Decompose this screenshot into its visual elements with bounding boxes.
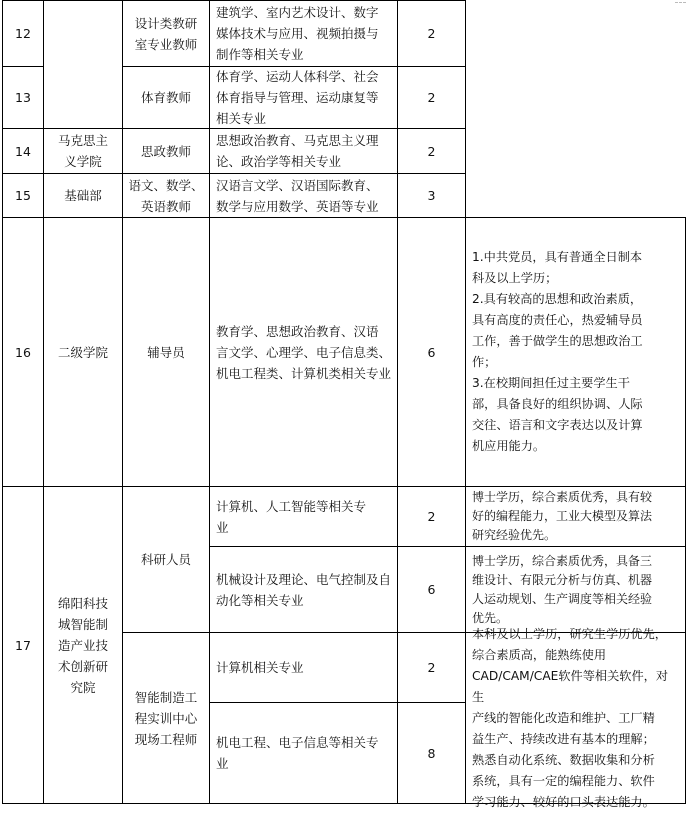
department: 二级学院 bbox=[57, 344, 108, 360]
page-edge-mark bbox=[675, 2, 686, 3]
headcount: 6 bbox=[427, 582, 436, 597]
other-requirements: 本科及以上学历，研究生学历优先， 综合素质高，能熟练使用 CAD/CAM/CAE软件等相关软件，对生 产线的智能化改造和维护、工厂精 益生产、持续改进有基本的理解； 熟悉自动化系统、数据收集和分析 系统，具有一定的编程能力、软件 学习能力、较好的口头表达能力。 bbox=[472, 626, 669, 809]
post-name: 体育教师 bbox=[140, 90, 191, 105]
department: 马克思主 义学院 bbox=[57, 133, 108, 169]
headcount: 6 bbox=[427, 344, 436, 360]
major-requirement: 计算机相关专业 bbox=[216, 660, 304, 675]
post-name: 思政教师 bbox=[140, 143, 191, 159]
headcount: 2 bbox=[427, 660, 436, 675]
headcount: 2 bbox=[427, 90, 436, 105]
major-requirement: 汉语言文学、汉语国际教育、 数学与应用数学、英语等专业 bbox=[216, 177, 379, 214]
major-requirement: 教育学、思想政治教育、汉语 言文学、心理学、电子信息类、 机电工程类、计算机类相关专业 bbox=[216, 323, 392, 381]
row-number: 12 bbox=[15, 26, 31, 41]
department: 基础部 bbox=[64, 188, 102, 203]
other-requirements: 博士学历，综合素质优秀，具有较 好的编程能力，工业大模型及算法 研究经验优先。 bbox=[472, 490, 653, 542]
row-number: 17 bbox=[15, 637, 31, 653]
other-requirements: 1.中共党员，具有普通全日制本 科及以上学历； 2.具有较高的思想和政治素质， 具有高度的责任心，热爱辅导员 工作，善于做学生的思想政治工 作； 3.在校期间担任过主要学生干 部，具备良好的组织协调、人际 交往、语言和文字表达以及计算 机应用能力。 bbox=[472, 250, 643, 453]
post-name: 设计类教研 室专业教师 bbox=[134, 15, 198, 52]
row-number: 16 bbox=[15, 344, 31, 360]
headcount: 2 bbox=[427, 509, 436, 524]
major-requirement: 建筑学、室内艺术设计、数字 媒体技术与应用、视频拍摄与 制作等相关专业 bbox=[216, 5, 379, 62]
major-requirement: 机电工程、电子信息等相关专 业 bbox=[216, 735, 379, 771]
headcount: 2 bbox=[427, 26, 436, 41]
major-requirement: 机械设计及理论、电气控制及自 动化等相关专业 bbox=[216, 571, 392, 608]
major-requirement: 思想政治教育、马克思主义理 论、政治学等相关专业 bbox=[216, 133, 379, 169]
headcount: 8 bbox=[427, 745, 436, 761]
post-name: 科研人员 bbox=[140, 552, 191, 567]
headcount: 2 bbox=[427, 143, 436, 159]
department: 绵阳科技 城智能制 造产业技 术创新研 究院 bbox=[57, 595, 108, 695]
post-name: 智能制造工 程实训中心 现场工程师 bbox=[134, 689, 198, 747]
other-requirements: 博士学历，综合素质优秀，具备三 维设计、有限元分析与仿真、机器 人运动规划、生产调度等相关经验 优先。 bbox=[472, 553, 653, 625]
row-number: 13 bbox=[15, 90, 31, 105]
major-requirement: 计算机、人工智能等相关专 业 bbox=[216, 498, 367, 535]
major-requirement: 体育学、运动人体科学、社会 体育指导与管理、运动康复等 相关专业 bbox=[216, 69, 379, 126]
row-number: 14 bbox=[15, 143, 31, 159]
post-name: 语文、数学、 英语教师 bbox=[128, 177, 204, 214]
post-name: 辅导员 bbox=[147, 344, 185, 360]
row-number: 15 bbox=[15, 188, 31, 203]
headcount: 3 bbox=[427, 188, 436, 203]
